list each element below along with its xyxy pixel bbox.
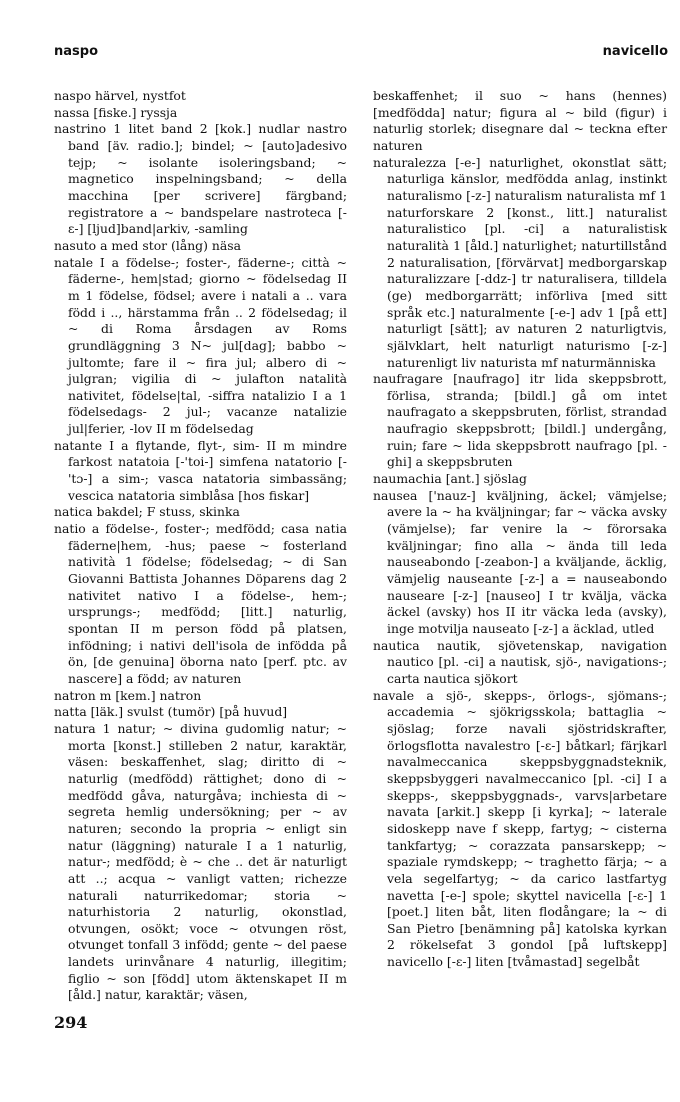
- dictionary-entry-continued: beskaffenhet; il suo ~ hans (hennes) [medfödda] natur; figura al ~ bild (figur) i naturlig storlek; disegnare dal ~ teckna efter naturen: [373, 88, 667, 153]
- dictionary-entry: natron m [kem.] natron: [54, 687, 202, 703]
- dictionary-entry: natio a födelse-, foster-; medfödd; casa natia fäderne|hem, -hus; paese ~ fosterland natività 1 födelse; födelsedag; ~ di San Giovanni Battista Johannes Döparens dag 2 nativitet nativo I a födelse-, hem-; ursprungs-; medfödd; [litt.] naturlig, spontan II m person född på platsen, infödning; i nativi dell'isola de infödda på ön, [de genuina] öborna nato [perf. ptc. av nascere] a född; av naturen: [54, 521, 347, 686]
- dictionary-entry: nasuto a med stor (lång) näsa: [54, 237, 242, 253]
- dictionary-entry: nautica nautik, sjövetenskap, navigation nautico [pl. -ci] a nautisk, sjö-, navigations-; carta nautica sjökort: [373, 637, 667, 686]
- dictionary-entry: nausea ['nauz-] kväljning, äckel; vämjelse; avere la ~ ha kväljningar; far ~ väcka avsky (vämjelse); far venire la ~ förorsaka kväljningar; fino alla ~ ända till leda nauseabondo [-zeabon-] a kväljande, äcklig, vämjelig nauseante [-z-] a = nauseabondo nauseare [-z-] [nauseo] I tr kväljа, väcka äckel (avsky) hos II itr väcka leda (avsky), inge motvilja nauseato [-z-] a äcklad, utled: [373, 487, 667, 636]
- dictionary-entry: naspo härvel, nystfot: [54, 88, 186, 103]
- dictionary-entry: nastrino 1 litet band 2 [kok.] nudlar nastro band [äv. radio.]; bindel; ~ [auto]adesivo tejp; ~ isolante isoleringsband; ~ magnetico inspelningsband; ~ della macchina [per scrivere] färgband; registratore a ~ bandspelare nastroteca [-ɛ-] [ljud]band|arkiv, -samling: [54, 121, 347, 237]
- dictionary-entry: naumachia [ant.] sjöslag: [373, 471, 527, 487]
- running-header: [54, 44, 668, 64]
- dictionary-entry: nassa [fiske.] ryssja: [54, 104, 178, 120]
- page-number: 294: [54, 1013, 88, 1032]
- dictionary-entry: natta [läk.] svulst (tumör) [på huvud]: [54, 704, 288, 720]
- dictionary-entry: navale a sjö-, skepps-, örlogs-, sjömans-; accademia ~ sjökrigsskola; battaglia ~ sjöslag; forze navali sjöstridskrafter, örlogsflotta navalestro [-ɛ-] båtkarl; färjkarl navalmeccanica skeppsbyggnadsteknik, skeppsbyggeri navalmeccanico [pl. -ci] I a skepps-, skeppsbyggnads-, varvs|arbetare navata [arkit.] skepp [i kyrka]; ~ laterale sidoskepp nave f skepp, fartyg; ~ cisterna tankfartyg; ~ corazzata pansarskepp; ~ spaziale rymdskepp; ~ traghetto färja; ~ a vela segelfartyg; ~ da carico lastfartyg navetta [-e-] spole; skyttel navicella [-ɛ-] 1 [poet.] liten båt, liten flodångare; la ~ di San Pietro [benämning på] katolska kyrkan 2 rökelsefat 3 gondol [på luftskepp] navicello [-ɛ-] liten [tvåmastad] segelbåt: [373, 687, 667, 970]
- dictionary-entry: natica bakdel; F stuss, skinka: [54, 504, 240, 520]
- left-guide-word: naspo: [54, 44, 99, 59]
- dictionary-entry: natale I a födelse-; foster-, fäderne-; città ~ fäderne-, hem|stad; giorno ~ födelsedag II m 1 födelse, födsel; avere i natali a .. vara född i .., härstamma från .. 2 födelsedag; il ~ di Roma årsdagen av Roms grundläggning 3 N~ jul[dag]; babbo ~ jultomte; fare il ~ fira jul; albero di ~ julgran; vigilia di ~ julafton natalità nativitet, födelse|tal, -siffra natalizio I a 1 födelsedags- 2 jul-; vacanze natalizie jul|ferier, -lov II m födelsedag: [54, 254, 347, 437]
- left-column: [54, 88, 347, 1004]
- right-column: [373, 88, 667, 971]
- dictionary-entry: natura 1 natur; ~ divina gudomlig natur; ~ morta [konst.] stilleben 2 natur, karaktär, väsen: beskaffenhet, slag; diritto di ~ naturlig (medfödd) rättighet; dono di ~ medfödd gåva, naturgåva; inchiesta di ~ segreta hemlig undersökning; per ~ av naturen; secondo la propria ~ enligt sin natur (läggning) naturale I a 1 naturlig, natur-; medfödd; è ~ che .. det är naturligt att ..; acqua ~ vanligt vatten; richezze naturali naturrikedomar; storia ~ naturhistoria 2 naturlig, okonstlad, otvungen, osökt; voce ~ otvungen röst, otvunget tonfall 3 infödd; gente ~ del paese landets urinvånare 4 naturlig, illegitim; figlio ~ son [född] utom äktenskapet II m [åld.] natur, karaktär; väsen,: [54, 720, 347, 1003]
- dictionary-entry: natante I a flytande, flyt-, sim- II m mindre farkost natatoia [-'toi-] simfena natatorio [-'tɔ-] a sim-; vasca natatoria simbassäng; vescica natatoria simblåsa [hos fiskar]: [54, 437, 347, 503]
- dictionary-entry: naturalezza [-e-] naturlighet, okonstlat sätt; naturliga känslor, medfödda anlag, instinkt naturalismo [-z-] naturalism naturalista mf 1 naturforskare 2 [konst., litt.] naturalist naturalistico [pl. -ci] a naturalistisk naturalità 1 [åld.] naturlighet; naturtillstånd 2 naturalisation, [förvärvat] medborgarskap naturalizzare [-ddz-] tr naturalisera, tilldela (ge) medborgarrätt; införliva [med sitt språk etc.] naturalmente [-e-] adv 1 [på ett] naturligt [sätt]; av naturen 2 naturligtvis, självklart, helt naturligt naturismo [-z-] naturenligt liv naturista mf naturmänniska: [373, 154, 667, 370]
- right-guide-word: navicello: [602, 44, 668, 59]
- dictionary-entry: naufragare [naufrago] itr lida skeppsbrott, förlisa, stranda; [bildl.] gå om intet naufragato a skeppsbruten, förlist, strandad naufragio skeppsbrott; [bildl.] undergång, ruin; fare ~ lida skeppsbrott naufrago [pl. -ghi] a skeppsbruten: [373, 371, 667, 470]
